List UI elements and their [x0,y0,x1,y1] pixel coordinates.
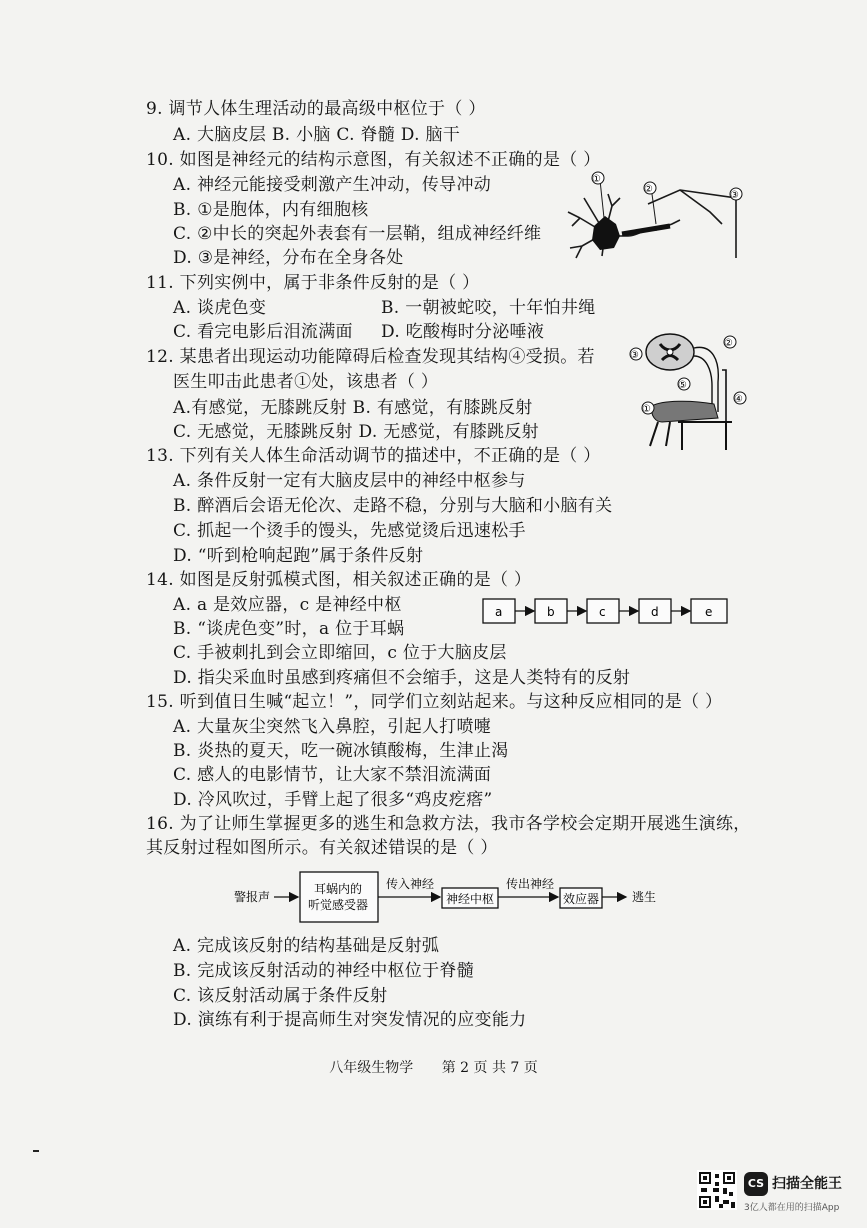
question-16-stem-cont: 其反射过程如图所示。有关叙述错误的是（ ） [146,838,498,858]
question-9-options: A. 大脑皮层 B. 小脑 C. 脊髓 D. 脑干 [173,125,461,145]
question-16-option-c: C. 该反射活动属于条件反射 [173,986,388,1006]
question-14-option-d: D. 指尖采血时虽感到疼痛但不会缩手，这是人类特有的反射 [173,668,631,688]
escape-flow-diagram [230,866,670,926]
flow-start: 警报声 [234,890,271,904]
page-footer [0,1057,867,1077]
question-16-option-b: B. 完成该反射活动的神经中枢位于脊髓 [173,961,474,981]
question-12-options-cd: C. 无感觉，无膝跳反射 D. 无感觉，有膝跳反射 [173,422,539,442]
reflex-box-a: a [495,605,503,619]
question-15-stem: 15. 听到值日生喊“起立！”，同学们立刻站起来。与这种反应相同的是（ ） [146,692,723,712]
question-10-stem: 10. 如图是神经元的结构示意图，有关叙述不正确的是（ ） [146,150,601,170]
question-14-option-b: B. “谈虎色变”时，a 位于耳蜗 [173,619,405,639]
neuron-diagram [560,168,750,268]
question-12-stem: 12. 某患者出现运动功能障碍后检查发现其结构④受损。若 [146,347,595,367]
reflex-box-c: c [599,605,606,619]
question-12-stem-cont: 医生叩击此患者①处，该患者（ ） [173,372,439,392]
question-14-stem: 14. 如图是反射弧模式图，相关叙述正确的是（ ） [146,570,532,590]
footer-subject: 八年级生物学 [329,1060,414,1076]
neuron-label-1: ① [592,174,601,185]
question-10-option-c: C. ②中长的突起外表套有一层鞘，组成神经纤维 [173,224,542,244]
knee-jerk-diagram [622,326,752,452]
reflex-box-b: b [547,605,555,619]
question-15-option-c: C. 感人的电影情节，让大家不禁泪流满面 [173,765,492,785]
question-14-option-c: C. 手被刺扎到会立即缩回，c 位于大脑皮层 [173,643,507,663]
question-15-option-d: D. 冷风吹过，手臂上起了很多“鸡皮疙瘩” [173,790,493,810]
question-11-option-a: A. 谈虎色变 [173,298,267,318]
flow-receptor-line2: 听觉感受器 [308,898,369,912]
flow-end: 逃生 [632,890,657,904]
cs-logo-icon: CS [744,1172,768,1196]
question-13-stem: 13. 下列有关人体生命活动调节的描述中，不正确的是（ ） [146,446,601,466]
qr-code-icon [697,1170,737,1210]
reflex-box-d: d [651,605,659,619]
scan-mark [33,1150,39,1152]
question-14-option-a: A. a 是效应器，c 是神经中枢 [173,595,402,615]
footer-page-number: 第 2 页 共 7 页 [441,1060,538,1076]
scanner-app-name: 扫描全能王 [772,1176,842,1192]
question-13-option-a: A. 条件反射一定有大脑皮层中的神经中枢参与 [173,471,526,491]
flow-effector: 效应器 [563,892,600,906]
knee-label-4: ④ [734,394,743,405]
question-11-stem: 11. 下列实例中，属于非条件反射的是（ ） [146,273,480,293]
question-10-option-d: D. ③是神经，分布在全身各处 [173,248,404,268]
question-13-option-b: B. 醉酒后会语无伦次、走路不稳，分别与大脑和小脑有关 [173,496,613,516]
flow-efferent: 传出神经 [506,877,555,891]
question-10-option-a: A. 神经元能接受刺激产生冲动，传导冲动 [173,175,492,195]
question-15-option-a: A. 大量灰尘突然飞入鼻腔，引起人打喷嚏 [173,717,492,737]
knee-label-5: ⑤ [678,380,687,391]
neuron-label-2: ② [644,184,653,195]
flow-afferent: 传入神经 [386,877,435,891]
question-16-option-a: A. 完成该反射的结构基础是反射弧 [173,936,440,956]
flow-receptor-line1: 耳蜗内的 [314,882,363,896]
reflex-arc-diagram [480,595,730,627]
question-11-option-d: D. 吃酸梅时分泌唾液 [381,322,545,342]
neuron-cell-body [592,216,620,250]
knee-label-2: ② [724,338,733,349]
reflex-box-e: e [705,605,713,619]
flow-center: 神经中枢 [446,892,495,906]
question-11-option-c: C. 看完电影后泪流满面 [173,322,353,342]
question-12-options-ab: A.有感觉，无膝跳反射 B. 有感觉，有膝跳反射 [173,398,533,418]
question-11-option-b: B. 一朝被蛇咬，十年怕井绳 [381,298,596,318]
scanner-tagline: 3亿人都在用的扫描App [744,1203,840,1213]
question-13-option-c: C. 抓起一个烫手的馒头，先感觉烫后迅速松手 [173,521,526,541]
question-16-stem: 16. 为了让师生掌握更多的逃生和急救方法，我市各学校会定期开展逃生演练， [146,814,751,834]
question-16-option-d: D. 演练有利于提高师生对突发情况的应变能力 [173,1010,527,1030]
question-13-option-d: D. “听到枪响起跑”属于条件反射 [173,546,424,566]
neuron-label-3: ③ [730,190,739,201]
knee-label-3: ③ [630,350,639,361]
question-15-option-b: B. 炎热的夏天，吃一碗冰镇酸梅，生津止渴 [173,741,509,761]
knee-label-1: ① [642,404,651,415]
question-10-option-b: B. ①是胞体，内有细胞核 [173,200,369,220]
question-9-stem: 9. 调节人体生理活动的最高级中枢位于（ ） [146,99,486,119]
